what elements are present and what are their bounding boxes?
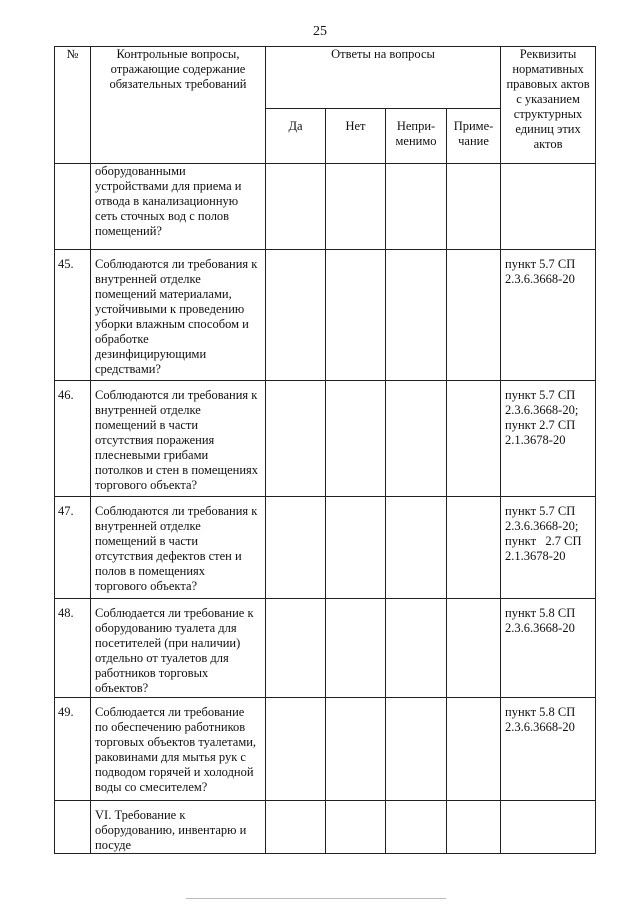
answer-yes-cell[interactable] — [266, 381, 326, 497]
answer-no-cell[interactable] — [326, 164, 386, 250]
answer-yes-cell[interactable] — [266, 250, 326, 381]
answer-na-cell[interactable] — [386, 250, 447, 381]
answer-na-cell[interactable] — [386, 381, 447, 497]
row-requisites: пункт 5.8 СП 2.3.6.3668-20 — [501, 698, 596, 801]
row-question: Соблюдается ли требование к оборудованию туалета для посетителей (при наличии) отдельно от туалетов для работников торговых объектов? — [91, 599, 266, 698]
answer-na-cell[interactable] — [386, 698, 447, 801]
row-requisites — [501, 801, 596, 854]
row-question: Соблюдается ли требование по обеспечению работников торговых объектов туалетами, раковинами для мытья рук с подводом горячей и холодной воды со смесителем? — [91, 698, 266, 801]
header-requisites: Реквизиты нормативных правовых актов с указанием структурных единиц этих актов — [501, 47, 596, 164]
row-number: 48. — [55, 599, 91, 698]
row-question: оборудованными устройствами для приема и отвода в канализационную сеть сточных вод с полов помещений? — [91, 164, 266, 250]
checklist-table — [54, 46, 596, 854]
table-row — [55, 381, 596, 497]
answer-yes-cell[interactable] — [266, 497, 326, 599]
answer-yes-cell[interactable] — [266, 698, 326, 801]
table-row — [55, 497, 596, 599]
table-row — [55, 250, 596, 381]
page-bottom-edge — [186, 898, 446, 899]
answer-no-cell[interactable] — [326, 801, 386, 854]
page-number: 25 — [313, 24, 327, 39]
row-number: 45. — [55, 250, 91, 381]
row-question: Соблюдаются ли требования к внутренней отделке помещений в части отсутствия поражения плесневыми грибами потолков и стен в помещениях торгового объекта? — [91, 381, 266, 497]
row-question: Соблюдаются ли требования к внутренней отделке помещений в части отсутствия дефектов стен и полов в помещениях торгового объекта? — [91, 497, 266, 599]
row-number: 47. — [55, 497, 91, 599]
row-requisites: пункт 5.7 СП 2.3.6.3668-20; пункт 2.7 СП 2.1.3678-20 — [501, 381, 596, 497]
answer-na-cell[interactable] — [386, 164, 447, 250]
table-row — [55, 698, 596, 801]
answer-note-cell[interactable] — [447, 698, 501, 801]
answer-yes-cell[interactable] — [266, 164, 326, 250]
answer-no-cell[interactable] — [326, 497, 386, 599]
header-no: Нет — [326, 109, 386, 164]
row-requisites: пункт 5.8 СП 2.3.6.3668-20 — [501, 599, 596, 698]
answer-note-cell[interactable] — [447, 250, 501, 381]
answer-note-cell[interactable] — [447, 801, 501, 854]
answer-no-cell[interactable] — [326, 698, 386, 801]
row-requisites: пункт 5.7 СП 2.3.6.3668-20 — [501, 250, 596, 381]
answer-no-cell[interactable] — [326, 599, 386, 698]
answer-na-cell[interactable] — [386, 497, 447, 599]
answer-yes-cell[interactable] — [266, 801, 326, 854]
header-num: № — [55, 47, 91, 164]
section-row — [55, 801, 596, 854]
header-yes: Да — [266, 109, 326, 164]
answer-note-cell[interactable] — [447, 599, 501, 698]
answer-na-cell[interactable] — [386, 801, 447, 854]
header-not-applicable: Непри- менимо — [386, 109, 447, 164]
table-row — [55, 164, 596, 250]
row-requisites: пункт 5.7 СП 2.3.6.3668-20; пункт 2.7 СП 2.1.3678-20 — [501, 497, 596, 599]
answer-note-cell[interactable] — [447, 381, 501, 497]
answer-yes-cell[interactable] — [266, 599, 326, 698]
answer-no-cell[interactable] — [326, 381, 386, 497]
row-number — [55, 164, 91, 250]
table-row — [55, 599, 596, 698]
row-question: Соблюдаются ли требования к внутренней отделке помещений материалами, устойчивыми к проведению уборки влажным способом и обработке дезинфицирующими средствами? — [91, 250, 266, 381]
answer-no-cell[interactable] — [326, 250, 386, 381]
header-answers: Ответы на вопросы — [266, 47, 501, 109]
answer-na-cell[interactable] — [386, 599, 447, 698]
answer-note-cell[interactable] — [447, 497, 501, 599]
header-question: Контрольные вопросы, отражающие содержание обязательных требований — [91, 47, 266, 164]
section-heading: VI. Требование к оборудованию, инвентарю и посуде — [91, 801, 266, 854]
answer-note-cell[interactable] — [447, 164, 501, 250]
row-number: 49. — [55, 698, 91, 801]
row-number — [55, 801, 91, 854]
header-note: Приме- чание — [447, 109, 501, 164]
row-requisites — [501, 164, 596, 250]
row-number: 46. — [55, 381, 91, 497]
